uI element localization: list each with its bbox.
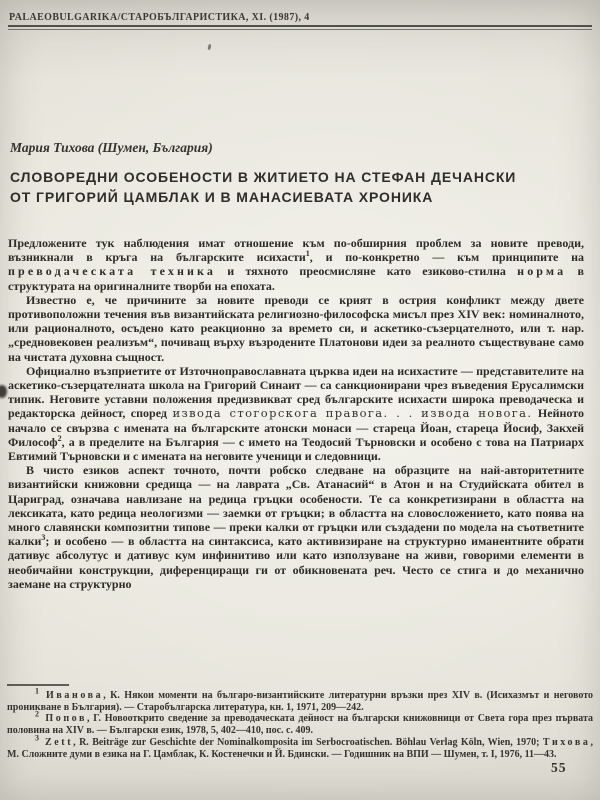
text-segment: , а в пределите на България — с името на Теодосий Търновски и особено с това на Патриарх Евтимий Търновски и с имената на неговите ученици и следовници. (8, 434, 587, 464)
body-paragraph (8, 463, 587, 591)
header-rule-thick (8, 25, 592, 27)
journal-header: PALAEOBULGARIKA/СТАРОБЪЛГАРИСТИКА, XI. (1987), 4 (9, 12, 310, 23)
text-segment: и тяхното преосмисляне като езиково-стилна (216, 264, 518, 279)
text-segment: , М. Сложните думи в езика на Г. Цамблак, К. Костенечки и Й. Бдински. — Годишник на ВПИ — Шумен, т. I, 1976, 11—43. (7, 736, 596, 760)
footnote-ref: 2 (57, 433, 62, 443)
footnotes-block (7, 686, 596, 760)
text-segment: , Г. Новооткрито сведение за преводаческата дейност на български книжовници от Света гора през първата половина на XIV в. — Български език, 1978, 5, 402—410, пос. с. 409. (7, 713, 596, 737)
text-segment: Официално възприетите от Източноправославната църква идеи на исихастите — представителите на аскетико-съзерцателната школа на Григорий Синаит — са санкционирани чрез въведения Ерусалимски типик. Неговите уставни положения предизвикват сред българските исихасти широка преводаческа и редакторска дейност, според (8, 363, 587, 421)
page-number: 55 (551, 760, 567, 775)
text-segment: Иванова (39, 690, 104, 701)
article-title-line1: СЛОВОРЕДНИ ОСОБЕНОСТИ В ЖИТИЕТО НА СТЕФАН ДЕЧАНСКИ (10, 169, 517, 185)
footnote-ref: 2 (35, 710, 39, 720)
text-segment: преводаческата техника (8, 264, 217, 279)
text-segment: Попов (39, 713, 88, 725)
text-segment: , и по-конкретно — към принципите на (309, 250, 587, 265)
body-paragraph (8, 363, 587, 464)
ink-speck (207, 44, 211, 51)
text-segment: Нейното начало се свързва с имената на българските атонски монаси — стареца Йоан, стареца Йосиф, Закхей Философ (8, 406, 587, 449)
footnote-ref: 3 (35, 733, 39, 743)
body-paragraph (8, 236, 587, 293)
footnote (7, 686, 596, 713)
article-title (10, 167, 590, 207)
text-segment: Предложените тук наблюдения имат отношение към по-обширния проблем за новите преводи, възникнали в кръга на българските исихасти (8, 236, 587, 265)
header-rule-thin (8, 29, 592, 30)
text-segment: норма (517, 264, 567, 279)
text-segment: извода стогорскога правога. . . извода новога. (172, 406, 533, 421)
footnote-ref: 1 (305, 249, 310, 259)
footnote (7, 733, 596, 760)
footnote-ref: 3 (41, 533, 46, 543)
text-segment: в структурата на оригиналните творби на епохата. (8, 264, 587, 293)
article-title-line2: ОТ ГРИГОРИЙ ЦАМБЛАК И В МАНАСИЕВАТА ХРОНИКА (10, 189, 434, 205)
text-segment: Известно е, че причините за новите преводи се крият в острия конфликт между двете противоположни течения във византийската религиозно-философска мисъл през XIV век: номиналното, или рационалното, осъдено като реакционно за времето си, и аскетико-съзерцателното, или т. нар. „средновековен реализъм“, почиващ върху възродените Платонови идеи за реалното съществуване само на чистата духовна същност. (8, 292, 587, 364)
author-byline: Мария Тихова (Шумен, България) (10, 140, 213, 155)
text-segment: , К. Някои моменти на българо-византийските литературни връзки през XIV в. (Исихазмът и неговото проникване в България). — Старобългарска литература, кн. 1, 1971, 209—242. (7, 690, 596, 713)
body-paragraph (8, 292, 587, 364)
footnote-ref: 1 (35, 686, 39, 696)
text-segment: В чисто езиков аспект точното, почти робско следване на образците на най-авторитетните византийски книжовни средища — на лаврата „Св. Атанасий“ в Атон и на Студийската обител в Цариград, означава навлизане на редица гръцки особености. Те са конкретизирани в областта на лексиката, като редица неологизми — заемки от гръцки; в областта на словосложението, като поява на много славянски композитни типове — преки калки от гръцки или създадени по модела на съответните калки (8, 463, 587, 549)
article-body (8, 236, 587, 591)
ink-smudge (0, 385, 7, 398)
footnote (7, 710, 596, 737)
text-segment: , R. Beiträge zur Geschichte der Nominalkomposita im Serbocroatischen. Böhlau Verlag Köln, Wien, 1970; (73, 736, 543, 748)
text-segment: ; и особено — в областта на синтаксиса, като активизиране на структурно иманентните обрати дативус абсолутус и дативус кум инфинитиво или като използуване на живи, говорими елементи в необичайни конструкции, диференциращи ги от обикновената реч. Често се стига и до механично заемане на структурно (8, 534, 587, 591)
text-segment: Zett (39, 736, 74, 748)
text-segment: Тихова (542, 736, 591, 748)
